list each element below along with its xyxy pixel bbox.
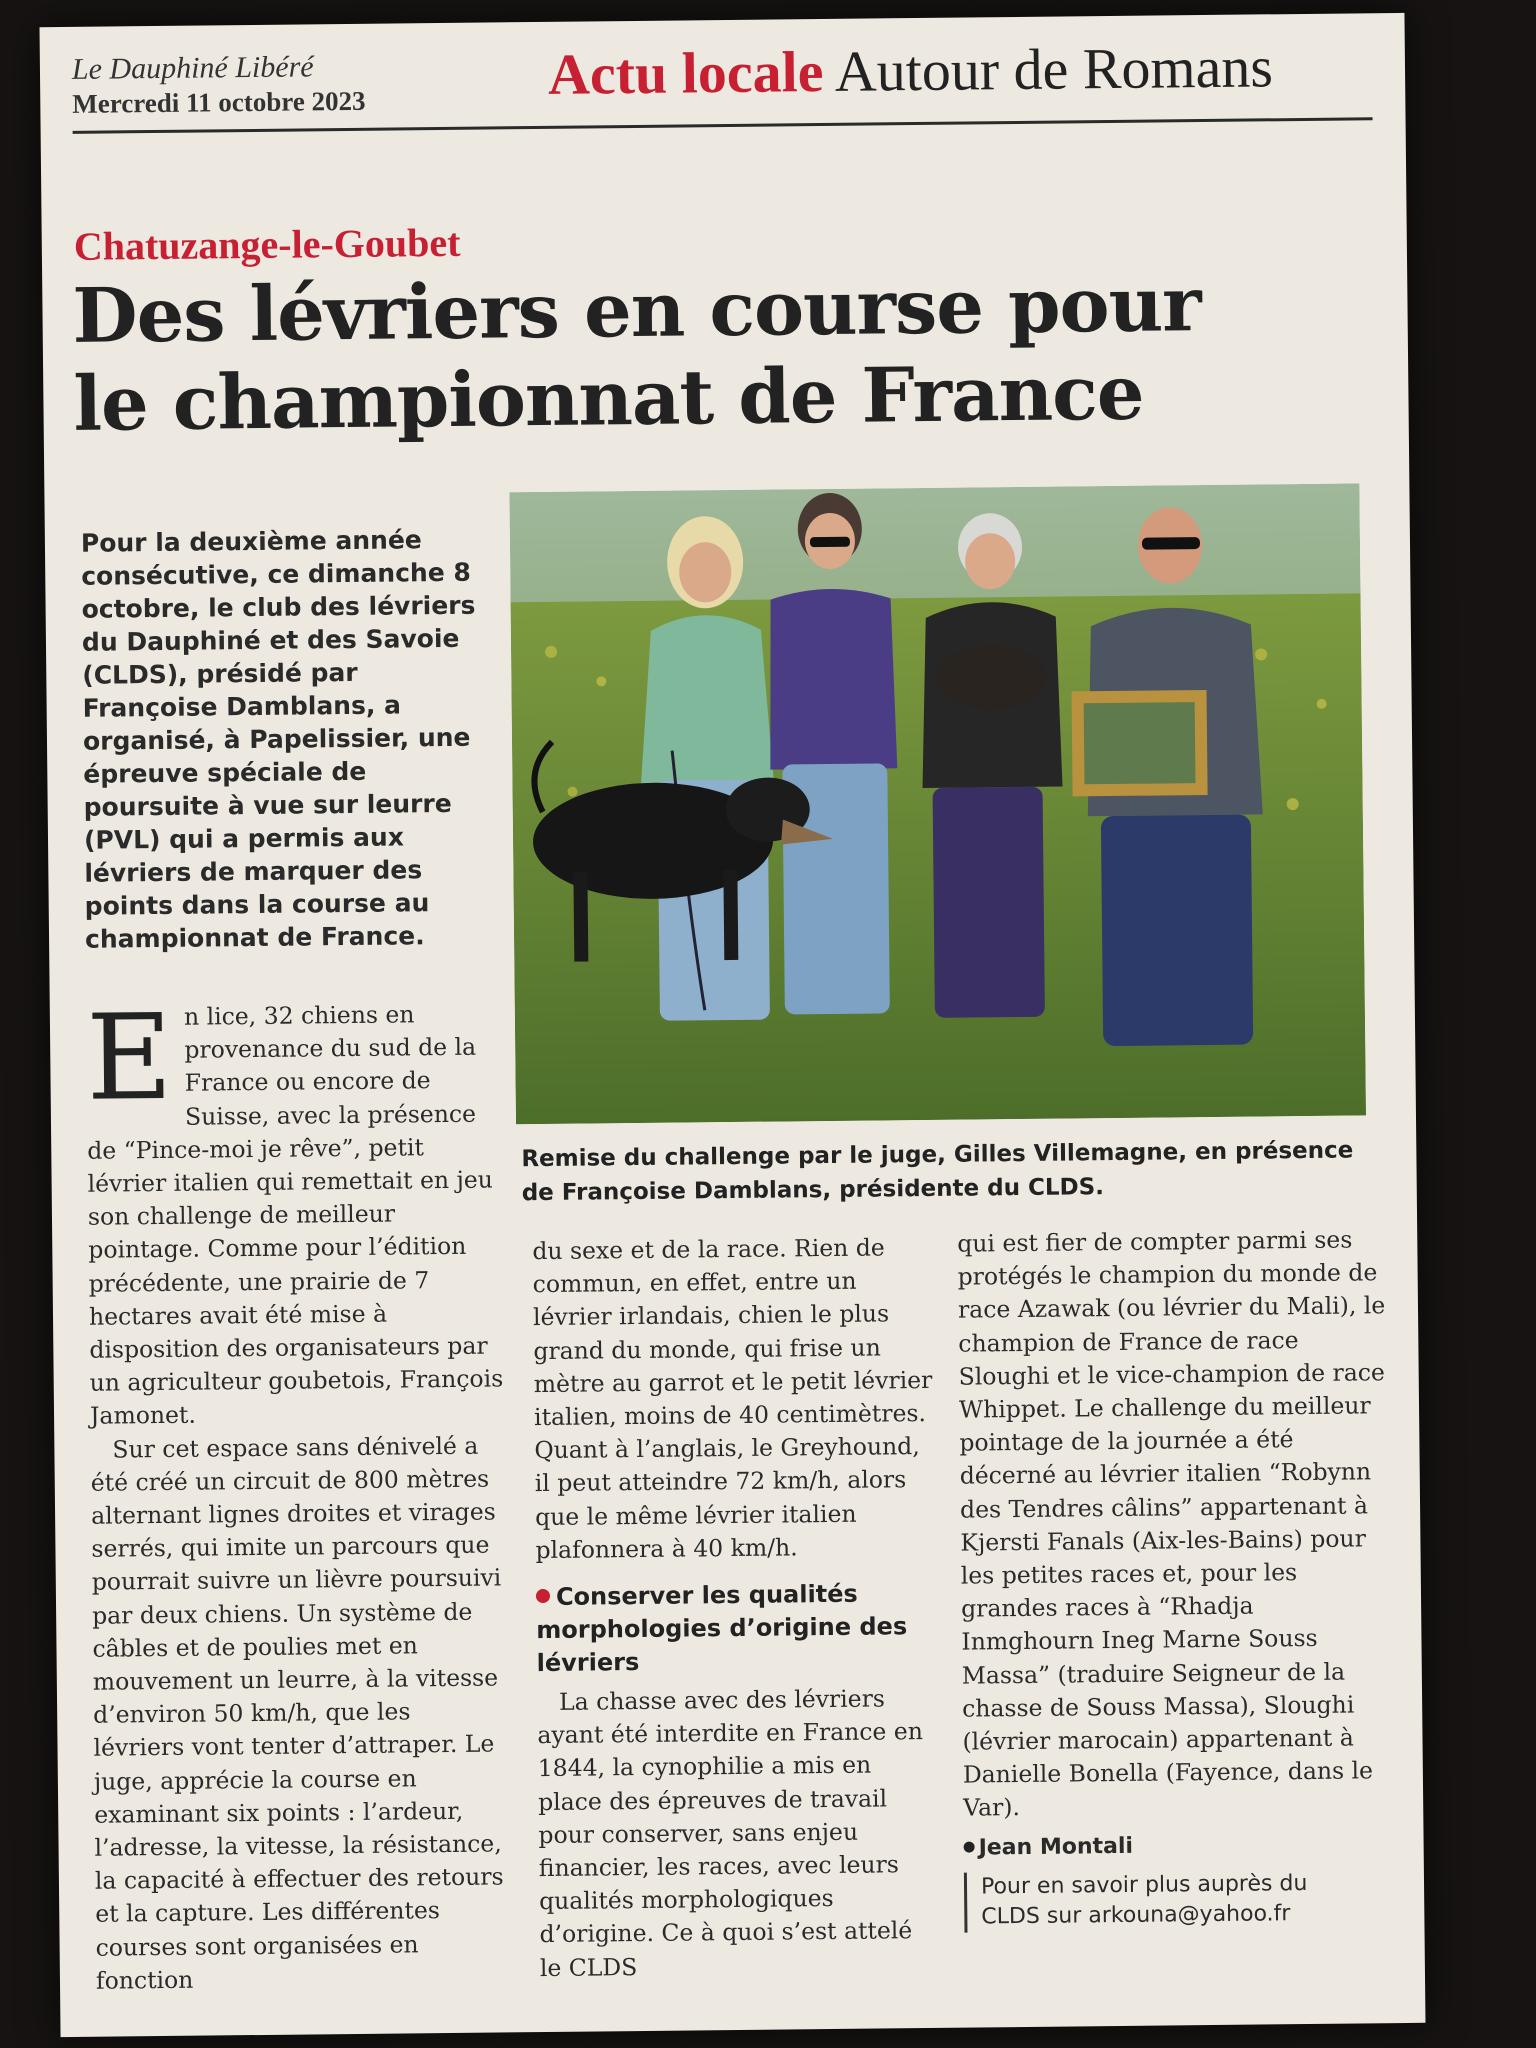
photo-caption: Remise du challenge par le juge, Gilles Villemagne, en présence de Françoise Damblans, présidente du CLDS. <box>521 1137 1354 1207</box>
article-kicker: Chatuzange-le-Goubet <box>73 219 461 269</box>
section-header <box>548 32 1274 110</box>
article-lead: Pour la deuxième année consécutive, ce dimanche 8 octobre, le club des lévriers du Dauphiné et des Savoie (CLDS), présidé par Françoise Damblans, a organisé, à Papelissier, une épreuve spéciale de poursuite à vue sur leurre (PVL) qui a permis aux lévriers de marquer des points dans la course au championnat de France. <box>80 525 476 954</box>
author-name: Jean Montali <box>978 1833 1134 1861</box>
subheading-text: Conserver les qualités morphologies d’origine des lévriers <box>536 1579 908 1678</box>
body-paragraph: qui est fier de compter parmi ses protégés le champion du monde de race Azawak (ou lévrier du Mali), le champion de France de race Sloughi et le vice-champion de race Whippet. Le challenge du meilleur pointage de la journée a été décerné au lévrier italien “Robynn des Tendres câlins” appartenant à Kjersti Fanals (Aix-les-Bains) pour les petites races et, pour les grandes races à “Rhadja Inmghourn Ineg Marne Souss Massa” (traduire Seigneur de la chasse de Souss Massa), Sloughi (lévrier marocain) appartenant à Danielle Bonella (Fayence, dans le Var). <box>957 1225 1386 1823</box>
bullet-icon <box>536 1589 550 1603</box>
masthead-divider <box>73 117 1373 134</box>
article-subheading <box>536 1577 937 1680</box>
publication-date: Mercredi 11 octobre 2023 <box>72 85 366 119</box>
article-column-3 <box>957 1223 1394 1932</box>
section-label: Actu locale <box>547 38 824 107</box>
newspaper-clipping <box>40 13 1426 2037</box>
bullet-icon <box>964 1841 975 1852</box>
article-column-1 <box>85 987 511 1997</box>
drop-cap: E <box>85 987 174 1127</box>
info-line: Pour en savoir plus auprès du <box>980 1870 1308 1900</box>
newspaper-name: Le Dauphiné Libéré <box>71 50 314 86</box>
article-headline: Des lévriers en course pour le championnat de France <box>72 260 1202 448</box>
body-paragraph: du sexe et de la race. Rien de commun, en effet, entre un lévrier irlandais, chien le plus grand du monde, qui frise un mètre au garrot et le petit lévrier italien, moins de 40 centimètres. Quant à l’anglais, le Greyhound, il peut atteindre 72 km/h, alors que le même lévrier italien plafonnera à 40 km/h. <box>532 1233 933 1564</box>
article-column-2 <box>532 1231 940 1985</box>
subsection-label: Autour de Romans <box>834 34 1274 104</box>
info-line: CLDS sur arkouna@yahoo.fr <box>981 1901 1291 1930</box>
body-paragraph: La chasse avec des lévriers ayant été interdite en France en 1844, la cynophilie a mis en place des épreuves de travail pour conserver, sans enjeu financier, les races, avec leurs qualités morphologiques d’origine. Ce à quoi s’est attelé le CLDS <box>537 1684 924 1982</box>
info-box <box>964 1868 1395 1932</box>
article-photo <box>509 483 1366 1124</box>
author-byline <box>963 1827 1393 1865</box>
body-paragraph: Sur cet espace sans dénivelé a été créé un circuit de 800 mètres alternant lignes droites et virages serrés, qui imite un parcours que pourrait suivre un lièvre poursuivi par deux chiens. Un système de câbles et de poulies met en mouvement un leurre, à la vitesse d’environ 50 km/h, que les lévriers vont tenter d’attraper. Le juge, apprécie la course en examinant six points : l’ardeur, l’adresse, la vitesse, la résistance, la capacité à effectuer des retours et la capture. Les différentes courses sont organisées en fonction <box>90 1431 504 1995</box>
body-paragraph: n lice, 32 chiens en provenance du sud de la France ou encore de Suisse, avec la présence de “Pince-moi je rêve”, petit lévrier italien qui remettait en jeu son challenge de meilleur pointage. Comme pour l’édition précédente, une prairie de 7 hectares avait été mise à disposition des organisateurs par un agriculteur goubetois, François Jamonet. <box>87 1000 504 1431</box>
